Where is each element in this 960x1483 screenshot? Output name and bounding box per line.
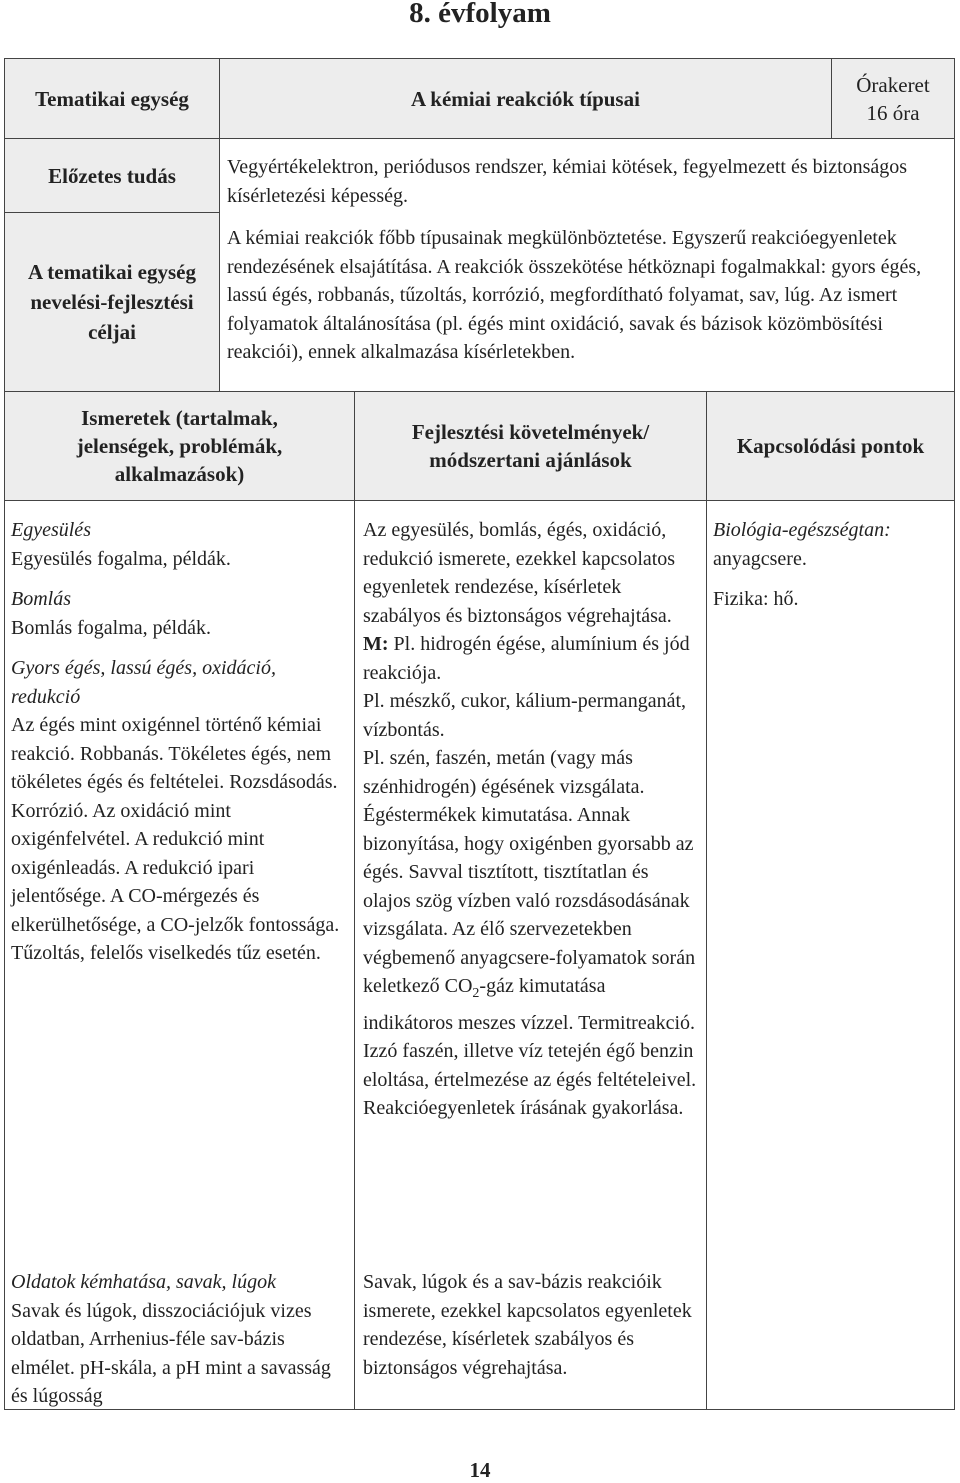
goals-label-line3: céljai xyxy=(88,320,136,344)
knowledge-header-line2: jelenségek, problémák, xyxy=(76,434,283,458)
pl2-subscript: 2 xyxy=(472,986,480,1001)
connections-header-text: Kapcsolódási pontok xyxy=(736,434,925,458)
m-text: Pl. hidrogén égése, alumínium és jód reakciója. xyxy=(363,633,690,684)
knowledge-header-line1: Ismeretek (tartalmak, xyxy=(81,406,278,430)
biology-label: Biológia-egészségtan: xyxy=(713,519,891,541)
knowledge-row2 xyxy=(11,1268,346,1411)
savak-development-text: Savak, lúgok és a sav-bázis reakcióik ismerete, ezekkel kapcsolatos egyenletek rendezése, kísérletek szabályos és biztonságos végrehajtása. xyxy=(363,1271,692,1379)
oldatok-text: Savak és lúgok, disszociációjuk vizes oldatban, Arrhenius-féle sav-bázis elmélet. pH-skála, a pH mint a savasság és lúgosság xyxy=(11,1299,331,1407)
development-row2 xyxy=(363,1268,700,1382)
goals-label xyxy=(5,213,219,391)
knowledge-header-line3: alkalmazások) xyxy=(114,462,245,486)
goals-text: A kémiai reakciók főbb típusainak megkülönböztetése. Egyszerű reakcióegyenletek rendezésének elsajátítása. A reakciók összekötése hétköznapi fogalmakkal: gyors égés, lassú égés, robbanás, tűzoltás, korrózió, megfordítható folyamat, sav, lúg. Az ismert folyamatok általánosítása (pl. égés mint oxidáció, savak és bázisok közömbösítési reakciói), ennek alkalmazása kísérletekben. xyxy=(227,227,922,364)
egyesules-text: Egyesülés fogalma, példák. xyxy=(11,547,231,570)
goals-label-line2: nevelési-fejlesztési xyxy=(30,290,194,314)
eges-text: Az égés mint oxigénnel történő kémiai reakció. Robbanás. Tökéletes égés, nem tökéletes égés és feltételei. Rozsdásodás. Korrózió. Az oxidáció mint oxigénfelvétel. A redukció mint oxigénleadás. A redukció ipari jelentősége. A CO-mérgezés és elkerülhetősége, a CO-jelzők fontossága. Tűzoltás, felelős viselkedés tűz esetén. xyxy=(11,714,340,964)
prior-knowledge-text: Vegyértékelektron, periódusos rendszer, kémiai kötések, fegyelmezett és biztonságos kísérletezési képesség. xyxy=(227,156,908,207)
bomlas-title: Bomlás xyxy=(11,588,71,610)
thematic-unit-label xyxy=(5,59,219,138)
thematic-unit-title-text: A kémiai reakciók típusai xyxy=(411,86,640,111)
hours-label: Órakeret xyxy=(856,72,930,97)
pl2-part-a: Pl. szén, faszén, metán (vagy más szénhidrogén) égésének vizsgálata. Égéstermékek kimutatása. Annak bizonyítása, hogy oxigénben gyorsabb az égés. Savval tisztított, tisztítatlan és olajos szög vízben való rozsdásodásának vizsgálata. Az élő szervezetekben végbemenő anyagcsere-folyamatok során keletkező CO xyxy=(363,747,696,997)
divider xyxy=(354,391,355,1410)
pl2-part-b: -gáz kimutatása indikátoros meszes vízzel. Termitreakció. Izzó faszén, illetve víz tetején égő benzin eloltása, értelmezése az égés feltételeivel. Reakcióegyenletek írásának gyakorlása. xyxy=(363,975,697,1119)
development-m-example xyxy=(363,630,700,687)
divider xyxy=(4,500,955,501)
connections-column-header xyxy=(707,392,954,500)
development-header-line1: Fejlesztési követelmények/ xyxy=(411,420,650,444)
eges-title: Gyors égés, lassú égés, oxidáció, redukció xyxy=(11,657,276,708)
development-pl2 xyxy=(363,744,700,1123)
divider xyxy=(706,391,707,1410)
development-header-line2: módszertani ajánlások xyxy=(429,448,632,472)
thematic-unit-label-text: Tematikai egység xyxy=(35,86,189,111)
development-column-header xyxy=(355,392,706,500)
development-pl1: Pl. mészkő, cukor, kálium-permanganát, vízbontás. xyxy=(363,690,686,741)
connections-row1 xyxy=(713,516,948,614)
development-row1 xyxy=(363,516,700,1123)
goals-label-line1: A tematikai egység xyxy=(28,260,196,284)
knowledge-column-header xyxy=(5,392,354,500)
development-intro: Az egyesülés, bomlás, égés, oxidáció, redukció ismerete, ezekkel kapcsolatos egyenletek rendezése, kísérletek szabályos és biztonságos végrehajtása. xyxy=(363,519,676,627)
hours-value: 16 óra xyxy=(866,100,920,125)
biology-text: anyagcsere. xyxy=(713,547,807,570)
thematic-unit-title xyxy=(220,59,831,138)
m-label: M: xyxy=(363,633,389,655)
oldatok-title: Oldatok kémhatása, savak, lúgok xyxy=(11,1271,276,1293)
page-title: 8. évfolyam xyxy=(409,0,551,29)
prior-knowledge-label xyxy=(5,139,219,212)
knowledge-row1 xyxy=(11,516,346,968)
egyesules-title: Egyesülés xyxy=(11,519,91,541)
physics-text: Fizika: hő. xyxy=(713,588,799,610)
page-number: 14 xyxy=(469,1458,491,1482)
hours-cell xyxy=(832,59,954,138)
prior-knowledge-label-text: Előzetes tudás xyxy=(48,163,176,188)
bomlas-text: Bomlás fogalma, példák. xyxy=(11,616,211,639)
